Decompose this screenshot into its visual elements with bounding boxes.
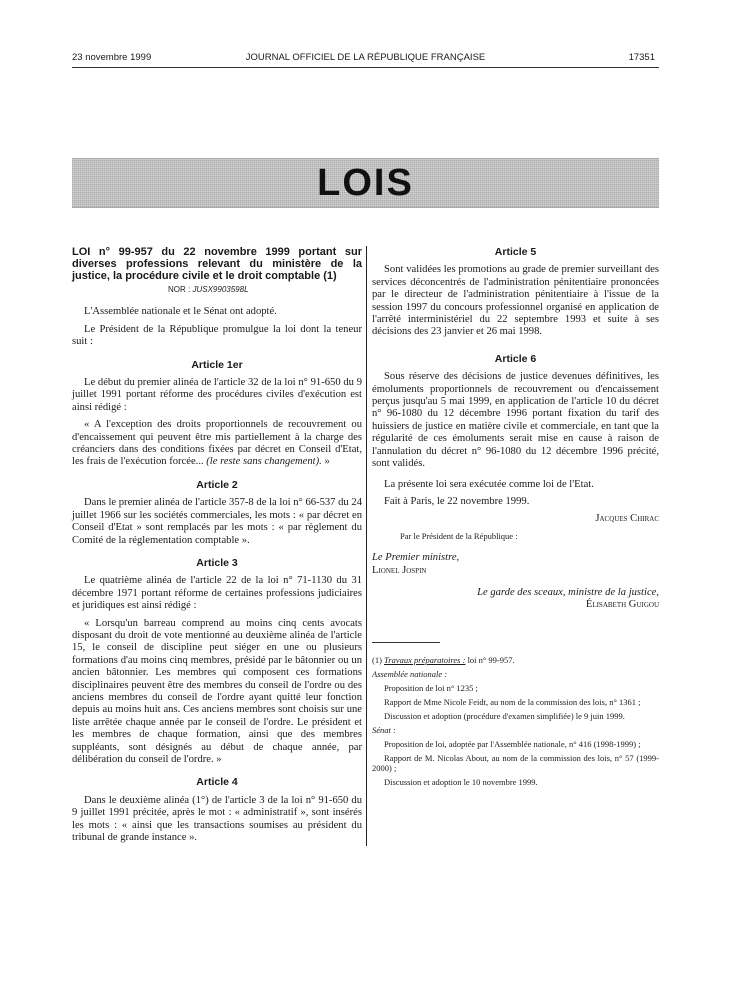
footnote-1: [372, 655, 659, 665]
prime-minister-name: Lionel Jospin: [372, 564, 427, 576]
assemblee-item-3: Discussion et adoption (procédure d'examen simplifiée) le 9 juin 1999.: [384, 710, 625, 721]
execution-clause: La présente loi sera exécutée comme loi de l'Etat.: [384, 478, 594, 490]
justice-minister-title: Le garde des sceaux, ministre de la justice,: [477, 586, 659, 598]
footnote-rule: [372, 642, 440, 643]
article-6-paragraph-1: Sous réserve des décisions de justice devenues définitives, les émoluments proportionnels de recouvrement ou d'encaissement perçus jusqu'au 5 mai 1999, en application de l'article 10 du décret n° 96-1080 du 12 décembre 1996 portant fixation du tarif des huissiers de justice en matière civile et commerciale, en tant que la régularité de ces émoluments serait mise en cause à raison de l'annulation du décret n° 96-1080 du 12 décembre 1996 précité, sont validés.: [372, 371, 659, 470]
article-1-paragraph-2: [72, 419, 362, 469]
place-and-date: Fait à Paris, le 22 novembre 1999.: [384, 495, 530, 507]
article-2-paragraph-1: Dans le premier alinéa de l'article 357-8 de la loi n° 66-537 du 24 juillet 1966 sur les sociétés commerciales, les mots : « par décret en Conseil d'Etat » sont remplacés par les mots : « par règlement du Comité de la réglementation comptable ».: [72, 497, 362, 546]
header-date: 23 novembre 1999: [72, 52, 152, 63]
article-3-paragraph-2: « Lorsqu'un barreau comprend au moins cinq cents avocats disposant du droit de vote mentionné au deuxième alinéa de l'article 15, le conseil de discipline peut siéger en une ou plusieurs formations d'au moins cinq membres, présidé par le bâtonnier ou un ancien bâtonnier. Les membres qui composent ces formations disciplinaires peuvent être des membres du conseil de l'ordre ou des anciens membres du conseil de l'ordre ayant quitté leur fonction depuis au moins huit ans. Ces anciens membres sont choisis sur une liste arrêtée chaque année par le conseil de l'ordre. Le président et les membres de chaque formation, ainsi que des membres suppléants, sont désignés au début de chaque année, par délibération du conseil de l'ordre. »: [72, 617, 362, 765]
intro-adopted: L'Assemblée nationale et le Sénat ont adopté.: [84, 306, 277, 318]
footnotes: [372, 642, 659, 787]
article-1-paragraph-1: Le début du premier alinéa de l'article 32 de la loi n° 91-650 du 9 juillet 1991 portant réforme des procédures civiles d'exécution est ainsi rédigé :: [72, 377, 362, 413]
prime-minister-title: Le Premier ministre,: [372, 552, 460, 564]
senat-item-1: Proposition de loi, adoptée par l'Assemblée nationale, n° 416 (1998-1999) ;: [384, 738, 641, 749]
header-page-number: 17351: [628, 52, 655, 63]
article-5-paragraph-1: Sont validées les promotions au grade de premier surveillant des services déconcentrés de l'administration pénitentiaire prononcées par le directeur de l'administration pénitentiaire à l'issue de la session 1997 du concours professionnel organisé en application de l'arrêté interministériel du 22 septembre 1993 et suite à ses décisions des 23 janvier et 26 mai 1998.: [372, 264, 659, 338]
article-2-heading: Article 2: [196, 478, 238, 491]
section-banner-label: LOIS: [317, 162, 414, 204]
nor-reference: [72, 284, 362, 296]
article-1-quote-italic: (le reste sans changement).: [206, 456, 322, 468]
section-banner: [72, 158, 659, 208]
right-column: [372, 246, 659, 791]
nor-label: NOR :: [168, 285, 191, 294]
footnote-1-prefix: (1): [372, 654, 385, 665]
law-title: LOI n° 99-957 du 22 novembre 1999 portant sur diverses professions relevant du ministère de la justice, la procédure civile et le droit comptable (1): [72, 246, 362, 282]
article-3-heading: Article 3: [196, 556, 238, 569]
article-1-quote: « A l'exception des droits proportionnels de recouvrement ou d'encaissement qui peuvent être mis partiellement à la charge des créanciers dans des conditions fixées par décret en Conseil d'Etat, les frais de l'exécution forcée...: [72, 419, 362, 468]
assemblee-label: Assemblée nationale :: [372, 668, 448, 679]
article-1-heading: Article 1er: [191, 358, 243, 371]
article-4-heading: Article 4: [196, 776, 238, 789]
assemblee-item-1: Proposition de loi n° 1235 ;: [384, 682, 478, 693]
article-6-heading: Article 6: [494, 352, 537, 365]
by-president-label: Par le Président de la République :: [400, 530, 518, 541]
column-divider: [366, 246, 367, 846]
header-journal-title: JOURNAL OFFICIEL DE LA RÉPUBLIQUE FRANÇAISE: [245, 52, 486, 63]
footnote-1-label: Travaux préparatoires :: [384, 654, 466, 665]
left-column: [72, 246, 362, 849]
article-4-paragraph-1: Dans le deuxième alinéa (1°) de l'article 3 de la loi n° 91-650 du 9 juillet 1991 précitée, après le mot : « administratif », sont insérés les mots : « ainsi que les transactions soumises au président du tribunal de grande instance ».: [72, 794, 362, 844]
senat-label: Sénat :: [372, 724, 396, 735]
nor-value: JUSX9903598L: [192, 285, 249, 294]
senat-item-2: Rapport de M. Nicolas About, au nom de la commission des lois, n° 57 (1999-2000) ;: [372, 752, 659, 773]
senat-item-3: Discussion et adoption le 10 novembre 1999.: [384, 776, 538, 787]
page-header: [0, 52, 731, 66]
article-1-quote-end: »: [321, 456, 330, 468]
president-signature: Jacques Chirac: [595, 513, 659, 525]
footnote-1-value: loi n° 99-957.: [465, 654, 515, 665]
justice-minister-name: Élisabeth Guigou: [585, 599, 659, 611]
assemblee-item-2: Rapport de Mme Nicole Feidt, au nom de la commission des lois, n° 1361 ;: [384, 696, 641, 707]
header-rule: [72, 67, 659, 68]
article-3-paragraph-1: Le quatrième alinéa de l'article 22 de la loi n° 71-1130 du 31 décembre 1971 portant réforme de certaines professions judiciaires et juridiques est ainsi rédigé :: [72, 575, 362, 612]
article-5-heading: Article 5: [494, 246, 537, 258]
intro-promulgation: Le Président de la République promulgue la loi dont la teneur suit :: [72, 323, 362, 348]
